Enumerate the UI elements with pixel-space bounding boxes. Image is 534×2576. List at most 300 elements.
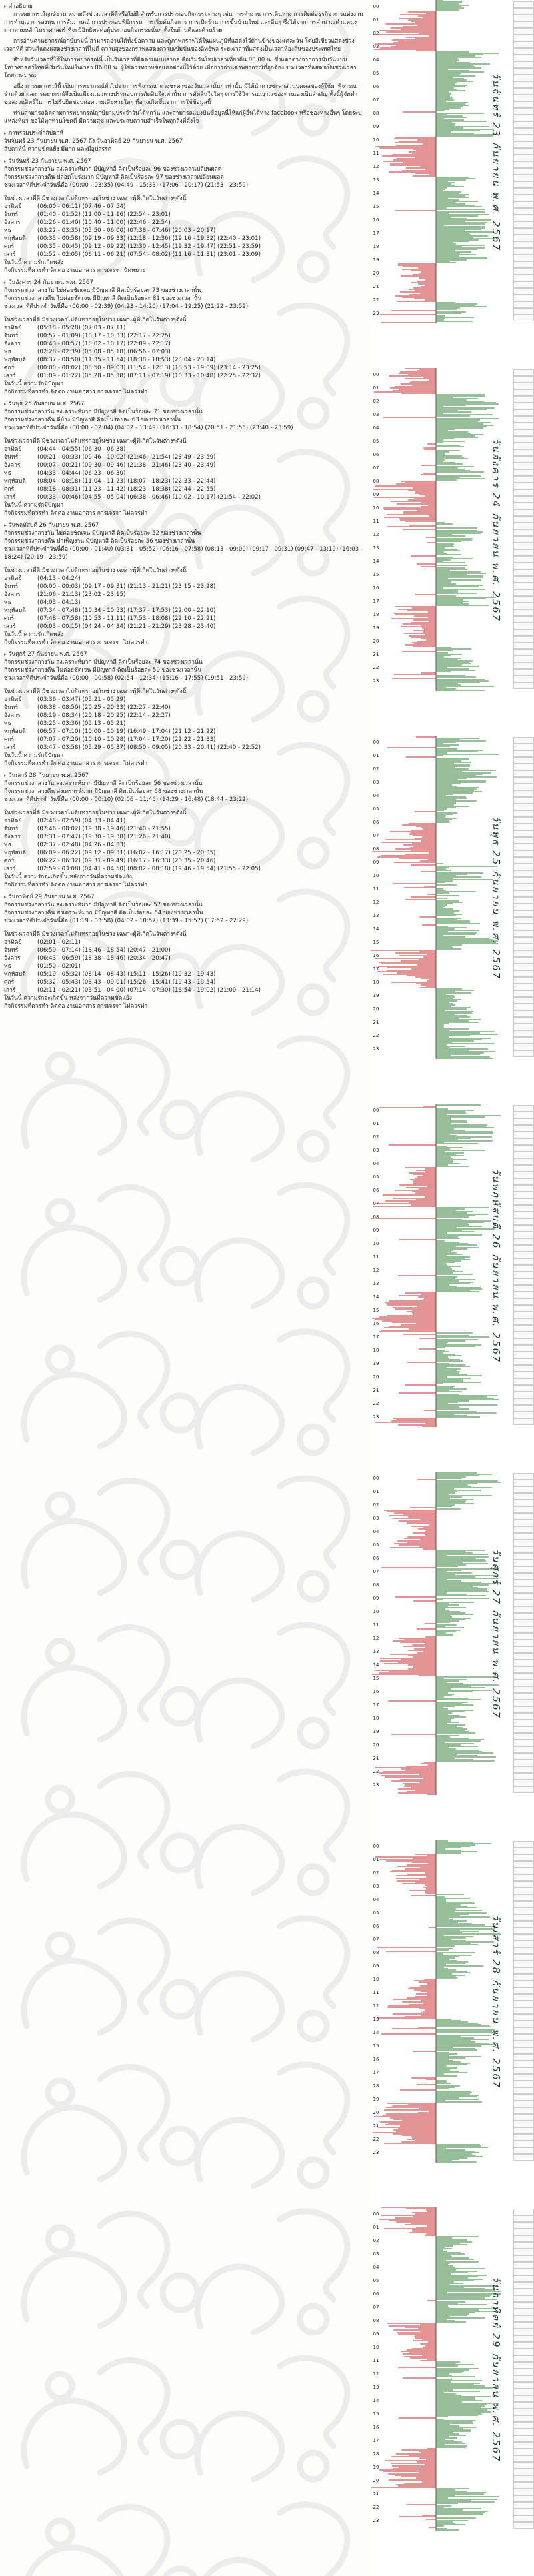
slot-marker xyxy=(513,2395,534,2402)
hour-label: 12 xyxy=(373,900,379,905)
hour-label: 11 xyxy=(373,1254,379,1260)
birthday-row xyxy=(4,235,364,243)
slot-marker xyxy=(513,108,534,115)
hour-labels xyxy=(372,1840,380,2163)
slot-marker xyxy=(513,2014,534,2021)
day-summary-line: ช่วงเวลาที่ดีประจำวันนี้คือ (00:00 - 02:04) (04:02 - 13:49) (16:33 - 18:54) (20:51 - 21:56) (23:40 - 23:59) xyxy=(4,425,293,431)
hour-labels xyxy=(372,368,380,691)
hour-label: 11 xyxy=(373,2358,379,2363)
hour-label: 16 xyxy=(373,953,379,958)
slot-marker xyxy=(513,676,534,682)
birthday-row-label: จันทร์ xyxy=(4,211,19,218)
slot-marker xyxy=(513,930,534,937)
hour-label: 11 xyxy=(373,1622,379,1628)
day-summary-line: ช่วงเวลาที่ดีประจำวันนี้คือ (00:00 - 00:58) (02:54 - 12:34) (15:16 - 17:55) (19:51 - 23:59) xyxy=(4,675,249,682)
slot-marker xyxy=(513,215,534,221)
slot-marker xyxy=(513,141,534,148)
birthday-row-value: (04:03 - 04:13) xyxy=(37,599,81,606)
hour-label: 08 xyxy=(373,846,379,852)
hour-label: 14 xyxy=(373,1294,379,1300)
day-chart xyxy=(371,368,534,691)
birthday-row-label: ศุกร์ xyxy=(4,486,15,493)
slot-marker xyxy=(513,295,534,301)
slot-marker xyxy=(513,1546,534,1553)
hour-label: 10 xyxy=(373,873,379,878)
slot-marker xyxy=(513,1325,534,1332)
slot-marker xyxy=(513,857,534,864)
birthday-row-value: (01:09 - 01:22) (05:28 - 05:38) (07:11 - 07:19) (10:33 - 10:48) (22:25 - 22:32) xyxy=(37,373,261,379)
birthday-row-value: (05:18 - 05:28) (07:03 - 07:11) xyxy=(37,325,126,331)
day-footer-line: ในวันนี้ ความรักมีปัญหา xyxy=(4,752,64,759)
hour-label: 02 xyxy=(373,766,379,772)
hour-label: 06 xyxy=(373,1556,379,1561)
slot-marker xyxy=(513,1934,534,1941)
slot-marker xyxy=(513,1486,534,1493)
slot-marker xyxy=(513,2462,534,2469)
slot-marker xyxy=(513,456,534,463)
hour-label: 06 xyxy=(373,1188,379,1193)
slot-marker xyxy=(513,436,534,443)
birthday-row-label: พฤหัสบดี xyxy=(4,850,26,856)
hour-labels xyxy=(372,1472,380,1795)
slot-marker xyxy=(513,1352,534,1358)
slot-marker xyxy=(513,1660,534,1666)
birthday-row-value: (00:07 - 00:21) (09:30 - 09:46) (21:38 - 21:46) (23:40 - 23:49) xyxy=(37,462,216,469)
hour-label: 02 xyxy=(373,399,379,404)
day-summary-line: กิจกรรมช่วงกลางวัน สงเคราะห์มาก มีปัญหาสี คิดเป็นร้อยละ 57 ของช่วงเวลานั้น xyxy=(4,902,203,908)
slot-marker xyxy=(513,583,534,589)
spacer xyxy=(4,561,364,567)
slot-marker xyxy=(513,81,534,88)
slot-marker xyxy=(513,2154,534,2161)
slot-marker xyxy=(513,1733,534,1740)
hour-label: 10 xyxy=(373,1977,379,1982)
day-section xyxy=(4,772,364,889)
hour-label: 02 xyxy=(373,1502,379,1508)
watermark-tile xyxy=(0,1320,370,1466)
hour-label: 22 xyxy=(373,665,379,670)
day-chart-title-text: วันพฤหัสบดี 26 กันยายน พ.ศ. 2567 xyxy=(490,1168,502,1363)
slot-marker xyxy=(513,1238,534,1245)
slot-marker xyxy=(513,904,534,910)
slot-marker xyxy=(513,2435,534,2442)
slot-marker xyxy=(513,1212,534,1218)
slot-marker xyxy=(513,1500,534,1506)
slot-marker xyxy=(513,2449,534,2455)
slot-marker xyxy=(513,2329,534,2335)
slot-marker xyxy=(513,523,534,529)
day-summary-line: ช่วงเวลาที่ดีประจำวันนี้คือ (00:00 - 02:39) (04:23 - 14:20) (17:04 - 19:25) (21:22 - 23:59) xyxy=(4,303,249,310)
day-chart-title-text: วันอังคาร 24 กันยายน พ.ศ. 2567 xyxy=(490,437,502,622)
day-heading-text: วันศุกร์ 27 กันยายน พ.ศ. 2567 xyxy=(8,651,87,658)
slot-marker xyxy=(513,770,534,777)
slot-marker xyxy=(513,957,534,964)
slot-marker xyxy=(513,1600,534,1606)
birthday-row-label: พฤหัสบดี xyxy=(4,235,26,242)
slot-marker xyxy=(513,2275,534,2282)
slot-marker xyxy=(513,1753,534,1760)
hour-label: 06 xyxy=(373,452,379,457)
day-summary-line: กิจกรรมช่วงกลางวัน สงเคราะห์มาก มีปัญหาสี คิดเป็นร้อยละ 96 ของช่วงเวลาเปลี่ยนผลด xyxy=(4,166,222,173)
hour-label: 16 xyxy=(373,2057,379,2062)
birthday-row-label: อังคาร xyxy=(4,462,21,469)
hour-label: 19 xyxy=(373,2465,379,2470)
birthday-row xyxy=(4,461,364,469)
intro-paragraph: สำหรับวันเวลาที่ใช้ในการพยากรณ์นี้ เป็นวันเวลาที่คิดตามแบบสากล คือเริ่มวันใหม่เวลาเที่ยงคืน 00.00 น. ซึ่งแตกต่างจากการนับวันแบบโหราศาสตร์ไทยที่เริ่มวันใหม่ในเวลา 06.00 น. ผู้ใช้ควรทราบข้อแตกต่างนี้ไว้ด้วย เพื่อการอ่านค่าพยากรณ์ที่ถูกต้อง ช่วงเวลาที่แสดงเป็นช่วงเวลาโดยประมาณ xyxy=(4,57,357,79)
birthday-row xyxy=(4,445,364,453)
watermark-tile xyxy=(0,1613,370,1760)
slot-marker xyxy=(513,737,534,744)
day-section xyxy=(4,893,364,1010)
hour-label: 23 xyxy=(373,1782,379,1788)
day-heading xyxy=(4,157,364,165)
hour-label: 23 xyxy=(373,678,379,684)
slot-marker xyxy=(513,2335,534,2342)
slot-markers xyxy=(513,0,533,323)
slot-marker xyxy=(513,2409,534,2415)
slot-marker xyxy=(513,1613,534,1620)
slot-marker xyxy=(513,1125,534,1132)
slot-marker xyxy=(513,2495,534,2502)
slot-marker xyxy=(513,2147,534,2154)
slot-marker xyxy=(513,924,534,930)
slot-marker xyxy=(513,2475,534,2482)
slot-marker xyxy=(513,1165,534,1172)
slot-marker xyxy=(513,2255,534,2262)
slot-marker xyxy=(513,1112,534,1118)
slot-markers xyxy=(513,1104,533,1427)
birthday-row xyxy=(4,348,364,356)
hour-label: 10 xyxy=(373,1609,379,1614)
birthday-row xyxy=(4,946,364,954)
birthday-row-label: พุธ xyxy=(4,720,11,727)
slot-marker xyxy=(513,2455,534,2462)
birthday-row-value: (00:33 - 00:46) (04:55 - 05:04) (06:38 - 06:46) (10:02 - 10:17) (21:54 - 22:02) xyxy=(37,494,261,501)
hour-label: 20 xyxy=(373,2110,379,2115)
spacer xyxy=(4,925,364,930)
slot-marker xyxy=(513,208,534,215)
slot-marker xyxy=(513,1888,534,1894)
slot-marker xyxy=(513,1372,534,1378)
slot-marker xyxy=(513,201,534,208)
birthday-row-label: จันทร์ xyxy=(4,333,19,339)
watermark-tile xyxy=(0,2053,370,2199)
slot-marker xyxy=(513,48,534,55)
birthday-row-label: จันทร์ xyxy=(4,583,19,590)
slot-marker xyxy=(513,1573,534,1580)
slot-marker xyxy=(513,1566,534,1573)
hour-label: 02 xyxy=(373,31,379,36)
day-footer-line: ในวันนี้ ความรักจะเกิดขึ้น หลังจากวันที่ความขัดแย้ง xyxy=(4,874,132,880)
day-chart xyxy=(371,2207,534,2531)
day-chart xyxy=(371,736,534,1059)
birthday-row-value: (04:33 - 04:44) (06:23 - 06:30) xyxy=(37,470,126,477)
hour-label: 22 xyxy=(373,1033,379,1038)
slot-marker xyxy=(513,181,534,188)
birthday-row xyxy=(4,704,364,712)
slot-marker xyxy=(513,1318,534,1325)
birthday-row-value: (00:00 - 00:03) (09:17 - 09:31) (21:13 - 21:21) (23:15 - 23:28) xyxy=(37,583,216,590)
birthday-row-value: (01:40 - 01:52) (11:00 - 11:16) (22:54 - 23:01) xyxy=(37,211,171,218)
birthday-row-value: (04:44 - 04:55) (06:30 - 06:38) xyxy=(37,446,126,453)
hour-label: 19 xyxy=(373,257,379,263)
day-footer-line: กิจกิจรรมที่ควรทำ ติดต่อ งานเอกสาร การเจรจา ไม่ควรทำ xyxy=(4,510,148,517)
expand-arrow-icon: ▸ xyxy=(4,523,7,528)
slot-marker xyxy=(513,1285,534,1292)
hour-label: 09 xyxy=(373,1228,379,1233)
slot-marker xyxy=(513,870,534,877)
day-footer-line: ในวันนี้ ความรักเกิดพลัง xyxy=(4,631,64,638)
slot-marker xyxy=(513,308,534,315)
hour-label: 13 xyxy=(373,177,379,183)
birthday-row-label: อังคาร xyxy=(4,341,21,347)
hour-label: 18 xyxy=(373,612,379,617)
slot-marker xyxy=(513,649,534,656)
hour-label: 17 xyxy=(373,231,379,236)
hour-label: 04 xyxy=(373,425,379,431)
slot-marker xyxy=(513,603,534,609)
slot-markers xyxy=(513,1840,533,2163)
slot-marker xyxy=(513,2382,534,2389)
slot-marker xyxy=(513,2041,534,2047)
birthday-row xyxy=(4,591,364,599)
hour-label: 00 xyxy=(373,372,379,377)
slot-marker xyxy=(513,1987,534,1994)
slot-marker xyxy=(513,61,534,68)
slot-marker xyxy=(513,1773,534,1780)
day-summary-line: ช่วงเวลาที่ดีประจำวันนี้คือ (00:00 - 01:40) (03:31 - 05:52) (06:16 - 07:58) (08:13 - 09:00) (09:17 - 09:31) (09:47 - 13:19) (16:03 - 18:24) (20:19 - 23:59) xyxy=(4,546,365,561)
day-heading xyxy=(4,521,364,529)
birthday-row xyxy=(4,696,364,704)
slot-marker xyxy=(513,1954,534,1961)
slot-marker xyxy=(513,1606,534,1613)
slot-marker xyxy=(513,1766,534,1773)
slot-marker xyxy=(513,1412,534,1418)
slot-marker xyxy=(513,1981,534,1987)
intro-paragraph: การพยากรณ์ฤกษ์ยาม หมายถึงช่วงเวลาที่ดีหรือไม่ดี สำหรับการประกอบกิจกรรมต่างๆ เช่น การทำงาน การเดินทาง การติดต่อธุรกิจ การแต่งงาน การทำบุญ การลงทุน การสัมภาษณ์ การประกอบพิธีกรรม การเริ่มต้นกิจการ การเปิดร้าน การขึ้นบ้านใหม่ และอื่นๆ ซึ่งได้จากการคำนวณตำแหน่งดาวตามหลักโหราศาสตร์ ที่จะมีอิทธิพลต่อผู้ประกอบกิจกรรมนั้นๆ ทั้งในด้านดีและด้านร้าย xyxy=(4,11,363,34)
slot-marker xyxy=(513,1726,534,1733)
slot-marker xyxy=(513,1232,534,1238)
slot-marker xyxy=(513,1398,534,1405)
slot-marker xyxy=(513,1653,534,1660)
slot-marker xyxy=(513,1218,534,1225)
birthday-row-value: (06:43 - 06:59) (18:38 - 18:46) (20:34 - 20:47) xyxy=(37,955,171,962)
watermark-tile xyxy=(0,1760,370,1906)
hour-label: 05 xyxy=(373,71,379,76)
slot-marker xyxy=(513,1024,534,1030)
slot-marker xyxy=(513,1198,534,1205)
slot-marker xyxy=(513,629,534,636)
slot-marker xyxy=(513,1693,534,1700)
birthday-row xyxy=(4,203,364,211)
hour-label: 03 xyxy=(373,1148,379,1153)
birthday-row xyxy=(4,970,364,978)
slot-marker xyxy=(513,315,534,321)
birthday-row-label: ศุกร์ xyxy=(4,736,15,743)
birthday-row xyxy=(4,364,364,372)
birthday-row-value: (08:19 - 08:34) (20:18 - 20:25) (22:14 - 22:27) xyxy=(37,712,171,719)
hour-label: 15 xyxy=(373,572,379,577)
hour-label: 22 xyxy=(373,297,379,303)
slot-marker xyxy=(513,589,534,596)
birthday-row xyxy=(4,841,364,849)
slot-marker xyxy=(513,1901,534,1908)
slot-marker xyxy=(513,2269,534,2275)
day-heading-text: วันอาทิตย์ 29 กันยายน พ.ศ. 2567 xyxy=(8,894,95,900)
birthday-row-label: อาทิตย์ xyxy=(4,575,22,582)
birthday-row-label: พุธ xyxy=(4,599,11,606)
birthday-row-label: พฤหัสบดี xyxy=(4,607,26,614)
slot-marker xyxy=(513,1225,534,1232)
slot-marker xyxy=(513,1780,534,1786)
slot-marker xyxy=(513,1533,534,1540)
hour-label: 08 xyxy=(373,1214,379,1220)
slot-marker xyxy=(513,784,534,790)
birthday-row-label: พฤหัสบดี xyxy=(4,728,26,735)
hour-label: 13 xyxy=(373,913,379,918)
slot-marker xyxy=(513,2342,534,2349)
slot-marker xyxy=(513,2242,534,2249)
birthday-row xyxy=(4,324,364,332)
birthday-row xyxy=(4,736,364,744)
hour-label: 09 xyxy=(373,124,379,129)
day-heading-text: วันพฤหัสบดี 26 กันยายน พ.ศ. 2567 xyxy=(8,522,99,529)
hour-label: 21 xyxy=(373,2123,379,2129)
birthday-row-label: เสาร์ xyxy=(4,744,16,751)
slot-marker xyxy=(513,2315,534,2322)
hour-label: 23 xyxy=(373,311,379,316)
day-summary-line: กิจกรรมช่วงกลางวัน สงเคราะห์มาก มีปัญหาสี คิดเป็นร้อยละ 71 ของช่วงเวลานั้น xyxy=(4,409,203,415)
hour-label: 14 xyxy=(373,1662,379,1668)
hour-label: 05 xyxy=(373,1542,379,1548)
birthday-row-value: (06:22 - 06:32) (09:31 - 09:49) (16:17 - 16:33) (20:35 - 20:46) xyxy=(37,858,216,864)
slot-marker xyxy=(513,2235,534,2242)
watermark-tile xyxy=(0,1466,370,1613)
intro-paragraph: การอ่านค่าพยากรณ์ฤกษ์ยามนี้ สามารถอ่านได้ทั้งข้อความ และดูภาพกราฟได้ในแผนภูมิที่แสดงไว้ด้านข้างของแต่ละวัน โดยสีเขียวแสดงช่วงเวลาที่ดี ส่วนสีแดงแสดงช่วงเวลาที่ไม่ดี ความสูงของกราฟแสดงความเข้มข้นของอิทธิพล ระยะเวลาที่แสดงเป็นเวลาท้องถิ่นของประเทศไทย xyxy=(4,38,355,53)
slot-marker xyxy=(513,389,534,396)
slot-marker xyxy=(513,2094,534,2101)
birthday-row-value: (06:00 - 06:11) (07:46 - 07:54) xyxy=(37,203,126,210)
slot-marker xyxy=(513,596,534,603)
slot-marker xyxy=(513,1914,534,1921)
slot-marker xyxy=(513,1158,534,1165)
slot-marker xyxy=(513,1278,534,1285)
hour-label: 08 xyxy=(373,2318,379,2323)
hour-label: 06 xyxy=(373,84,379,89)
slot-marker xyxy=(513,1961,534,1967)
hour-label: 05 xyxy=(373,439,379,444)
birthday-row-value: (00:00 - 00:02) (08:50 - 09:03) (11:54 - 12:13) (18:53 - 19:09) (23:14 - 23:25) xyxy=(37,365,261,371)
slot-marker xyxy=(513,2362,534,2369)
slot-marker xyxy=(513,616,534,623)
birthday-row xyxy=(4,938,364,946)
slot-marker xyxy=(513,636,534,643)
hour-label: 02 xyxy=(373,1134,379,1140)
birthday-row-value: (00:03 - 00:15) (04:24 - 04:34) (21:21 - 21:29) (23:28 - 23:40) xyxy=(37,623,216,630)
slot-marker xyxy=(513,55,534,61)
hour-label: 23 xyxy=(373,2150,379,2155)
slot-marker xyxy=(513,897,534,904)
hour-label: 05 xyxy=(373,1910,379,1916)
hour-label: 03 xyxy=(373,44,379,49)
slot-marker xyxy=(513,2482,534,2489)
hour-label: 14 xyxy=(373,559,379,564)
hour-label: 10 xyxy=(373,2345,379,2350)
slot-marker xyxy=(513,235,534,241)
hour-label: 15 xyxy=(373,1676,379,1681)
slot-marker xyxy=(513,1868,534,1874)
hour-label: 03 xyxy=(373,1884,379,1889)
slot-marker xyxy=(513,1298,534,1305)
slot-marker xyxy=(513,1894,534,1901)
birthday-row-label: อังคาร xyxy=(4,591,21,598)
birthday-table-title: ในช่วงเวลาที่ดี มีช่วงเวลาไม่ดีแทรกอยู่ในช่วง เฉพาะผู้ที่เกิดในวันต่างๆดังนี้ xyxy=(4,688,187,695)
slot-marker xyxy=(513,1010,534,1017)
day-footer-line: ในวันนี้ ความรักมีปัญหา xyxy=(4,381,64,387)
slot-marker xyxy=(513,744,534,750)
slot-marker xyxy=(513,1418,534,1425)
birthday-row-label: จันทร์ xyxy=(4,704,19,711)
day-chart-title xyxy=(484,736,508,1059)
hour-label: 02 xyxy=(373,1870,379,1876)
hour-label: 01 xyxy=(373,1489,379,1494)
spacer xyxy=(4,311,364,316)
hour-label: 00 xyxy=(373,1108,379,1113)
hour-label: 04 xyxy=(373,57,379,63)
slot-marker xyxy=(513,1378,534,1385)
birthday-row xyxy=(4,720,364,728)
slot-marker xyxy=(513,228,534,235)
hour-label: 10 xyxy=(373,505,379,511)
slot-marker xyxy=(513,2127,534,2134)
slot-marker xyxy=(513,662,534,669)
slot-marker xyxy=(513,576,534,583)
hour-label: 01 xyxy=(373,1121,379,1126)
slot-marker xyxy=(513,1,534,8)
slot-marker xyxy=(513,764,534,770)
slot-marker xyxy=(513,1560,534,1566)
slot-marker xyxy=(513,1861,534,1868)
hour-label: 16 xyxy=(373,217,379,223)
spacer xyxy=(4,189,364,195)
slot-marker xyxy=(513,1586,534,1593)
birthday-row xyxy=(4,575,364,583)
slot-marker xyxy=(513,1132,534,1138)
birthday-row-value: (08:04 - 08:18) (11:04 - 11:23) (18:07 - 18:23) (22:33 - 22:44) xyxy=(37,478,216,485)
slot-marker xyxy=(513,1626,534,1633)
slot-marker xyxy=(513,1252,534,1258)
slot-marker xyxy=(513,268,534,275)
hour-label: 12 xyxy=(373,1268,379,1273)
hour-label: 18 xyxy=(373,1348,379,1353)
slot-marker xyxy=(513,1928,534,1934)
birthday-row xyxy=(4,340,364,348)
slot-marker xyxy=(513,1540,534,1546)
slot-marker xyxy=(513,383,534,389)
slot-marker xyxy=(513,443,534,449)
slot-marker xyxy=(513,1205,534,1212)
hour-label: 17 xyxy=(373,1334,379,1340)
hour-labels xyxy=(372,736,380,1059)
slot-marker xyxy=(513,2229,534,2235)
birthday-row-value: (00:21 - 00:33) (09:46 - 10:02) (21:46 - 21:54) (23:49 - 23:59) xyxy=(37,454,216,461)
slot-marker xyxy=(513,1305,534,1312)
hour-label: 04 xyxy=(373,793,379,798)
slot-marker xyxy=(513,536,534,543)
hour-label: 18 xyxy=(373,2083,379,2089)
hour-label: 20 xyxy=(373,2478,379,2483)
slot-marker xyxy=(513,543,534,549)
